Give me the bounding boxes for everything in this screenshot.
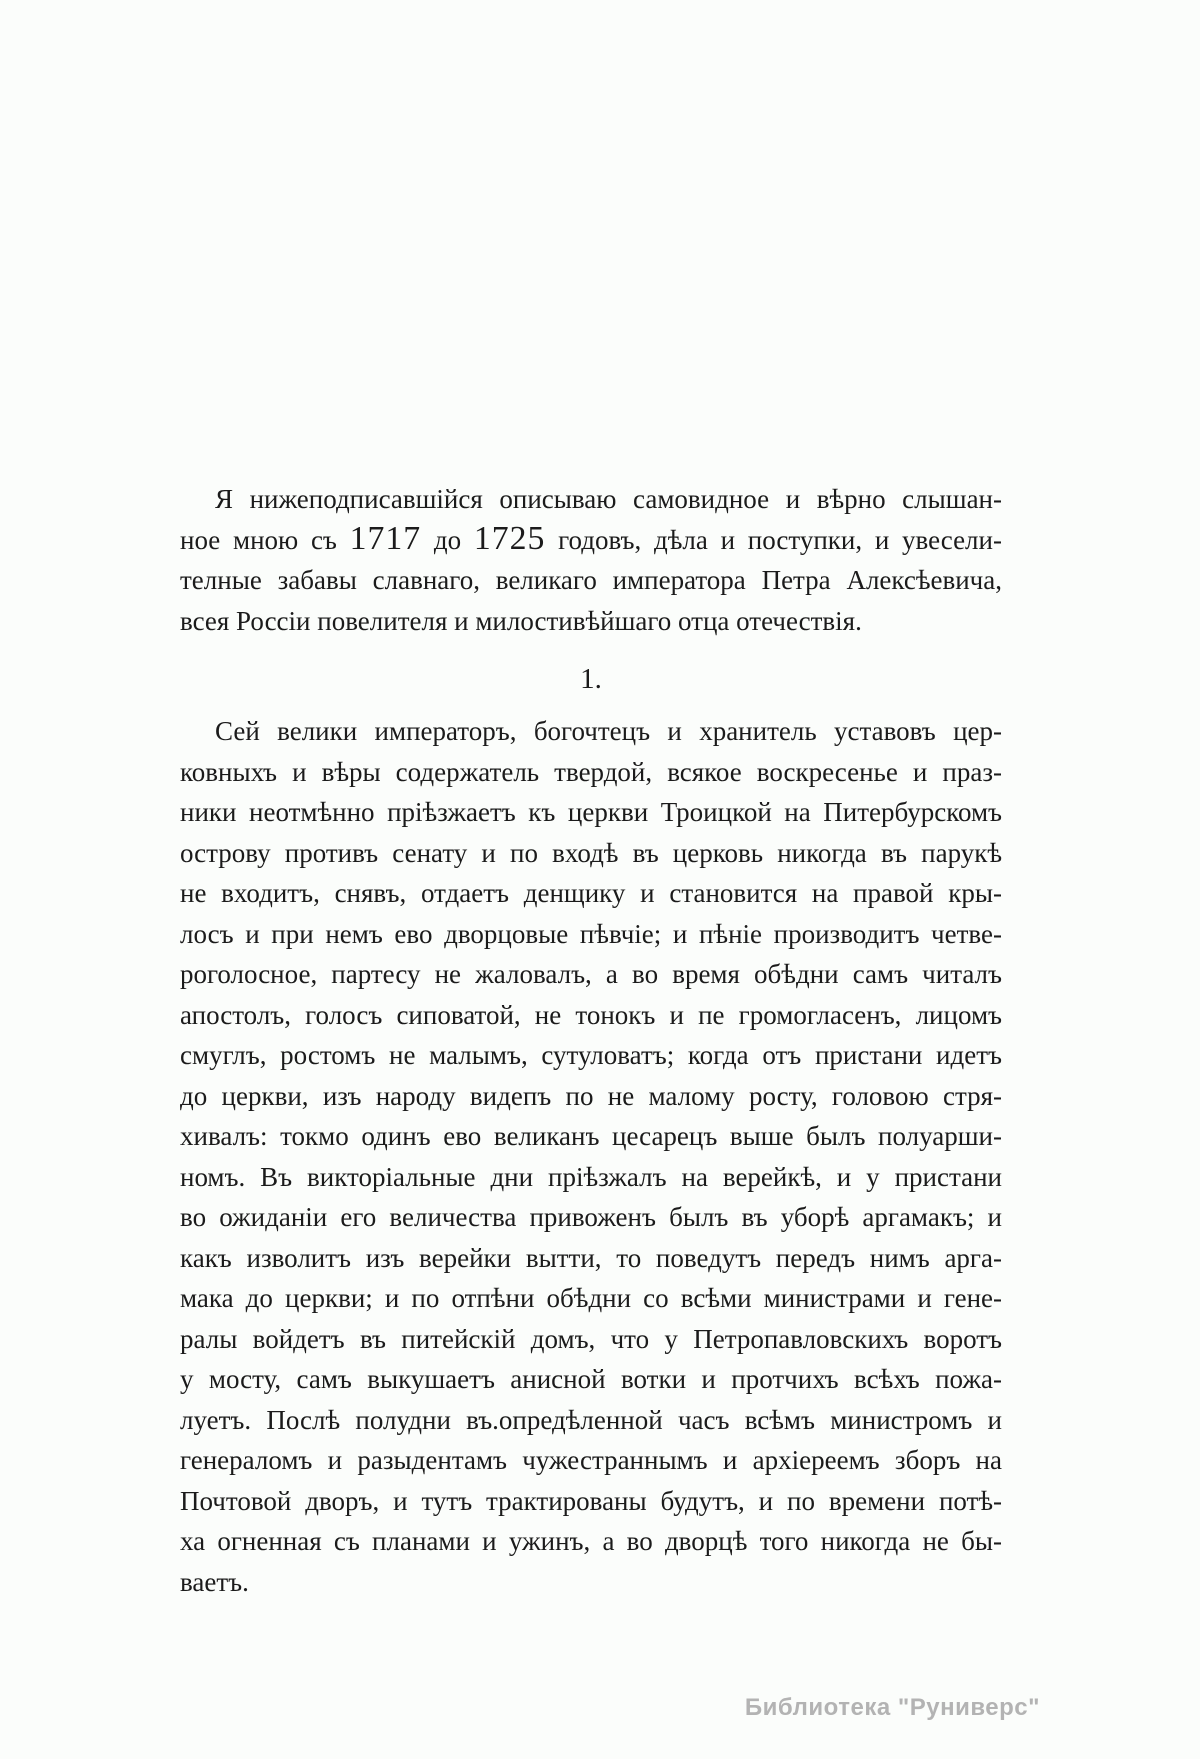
text-line: телные забавы славнаго, великаго императора Петра Алексѣевича, xyxy=(180,565,1002,595)
text-line: роголосное, партесу не жаловалъ, а во время обѣдни самъ читалъ xyxy=(180,959,1002,989)
text-line: до церкви, изъ народу видепъ по не малому росту, головою стря- xyxy=(180,1080,1002,1111)
text-line: луетъ. Послѣ полудни въ.опредѣленной часъ всѣмъ министромъ и xyxy=(180,1404,1002,1435)
text-line: ха огненная съ планами и ужинъ, а во дворцѣ того никогда не бы- xyxy=(180,1526,1002,1556)
text-line: какъ изволитъ изъ верейки вытти, то поведутъ передъ нимъ арга- xyxy=(180,1242,1002,1273)
text-line: ники неотмѣнно пріѣзжаетъ къ церкви Троицкой на Питербурскомъ xyxy=(180,797,1002,827)
text-line: смуглъ, ростомъ не малымъ, сутуловатъ; когда отъ пристани идетъ xyxy=(180,1040,1002,1070)
text-line: номъ. Въ викторіальные дни пріѣзжалъ на верейкѣ, и у пристани xyxy=(180,1161,1002,1192)
large-digits: 1725 xyxy=(473,519,546,557)
text-line: ное мною съ 1717 до 1725 годовъ, дѣла и поступки, и увесели- xyxy=(180,519,1002,557)
intro-paragraph xyxy=(180,479,1002,641)
text-line: апостолъ, голосъ сиповатой, не тонокъ и пе громогласенъ, лицомъ xyxy=(180,999,1002,1030)
text-line: генераломъ и разыдентамъ чужестраннымъ и архіереемъ зборъ на xyxy=(180,1445,1002,1475)
text-line: ковныхъ и вѣры содержатель твердой, всякое воскресенье и праз- xyxy=(180,756,1002,787)
text-line: ралы войдетъ въ питейскій домъ, что у Петропавловскихъ воротъ xyxy=(180,1323,1002,1354)
text-line: хивалъ: токмо одинъ ево великанъ цесарецъ выше былъ полуарши- xyxy=(180,1121,1002,1151)
large-digits: 1717 xyxy=(349,519,422,557)
text-line: не входитъ, снявъ, отдаетъ денщику и становится на правой кры- xyxy=(180,878,1002,908)
text-line: всея Россіи повелителя и милостивѣйшаго отца отечествія. xyxy=(180,605,862,636)
runiverse-watermark: Библиотека "Руниверс" xyxy=(744,1694,1040,1721)
section-number-heading: 1. xyxy=(580,663,602,695)
text-line: Я нижеподписавшійся описываю самовидное и вѣрно слышан- xyxy=(215,484,1002,514)
text-line: лосъ и при немъ ево дворцовые пѣвчіе; и пѣніе производитъ четве- xyxy=(180,918,1002,949)
text-line: во ожиданіи его величества привоженъ былъ въ уборѣ аргамакъ; и xyxy=(180,1202,1002,1232)
main-paragraph xyxy=(180,711,1002,1602)
text-line: Почтовой дворъ, и тутъ трактированы будутъ, и по времени потѣ- xyxy=(180,1485,1002,1516)
text-line: у мосту, самъ выкушаетъ анисной вотки и протчихъ всѣхъ пожа- xyxy=(180,1364,1002,1394)
text-line: мака до церкви; и по отпѣни обѣдни со всѣми министрами и гене- xyxy=(180,1283,1002,1313)
text-line: ваетъ. xyxy=(180,1566,249,1597)
text-line: острову противъ сенату и по входѣ въ церковь никогда въ парукѣ xyxy=(180,837,1002,868)
text-line: Сей велики императоръ, богочтецъ и хранитель уставовъ цер- xyxy=(215,716,1002,746)
